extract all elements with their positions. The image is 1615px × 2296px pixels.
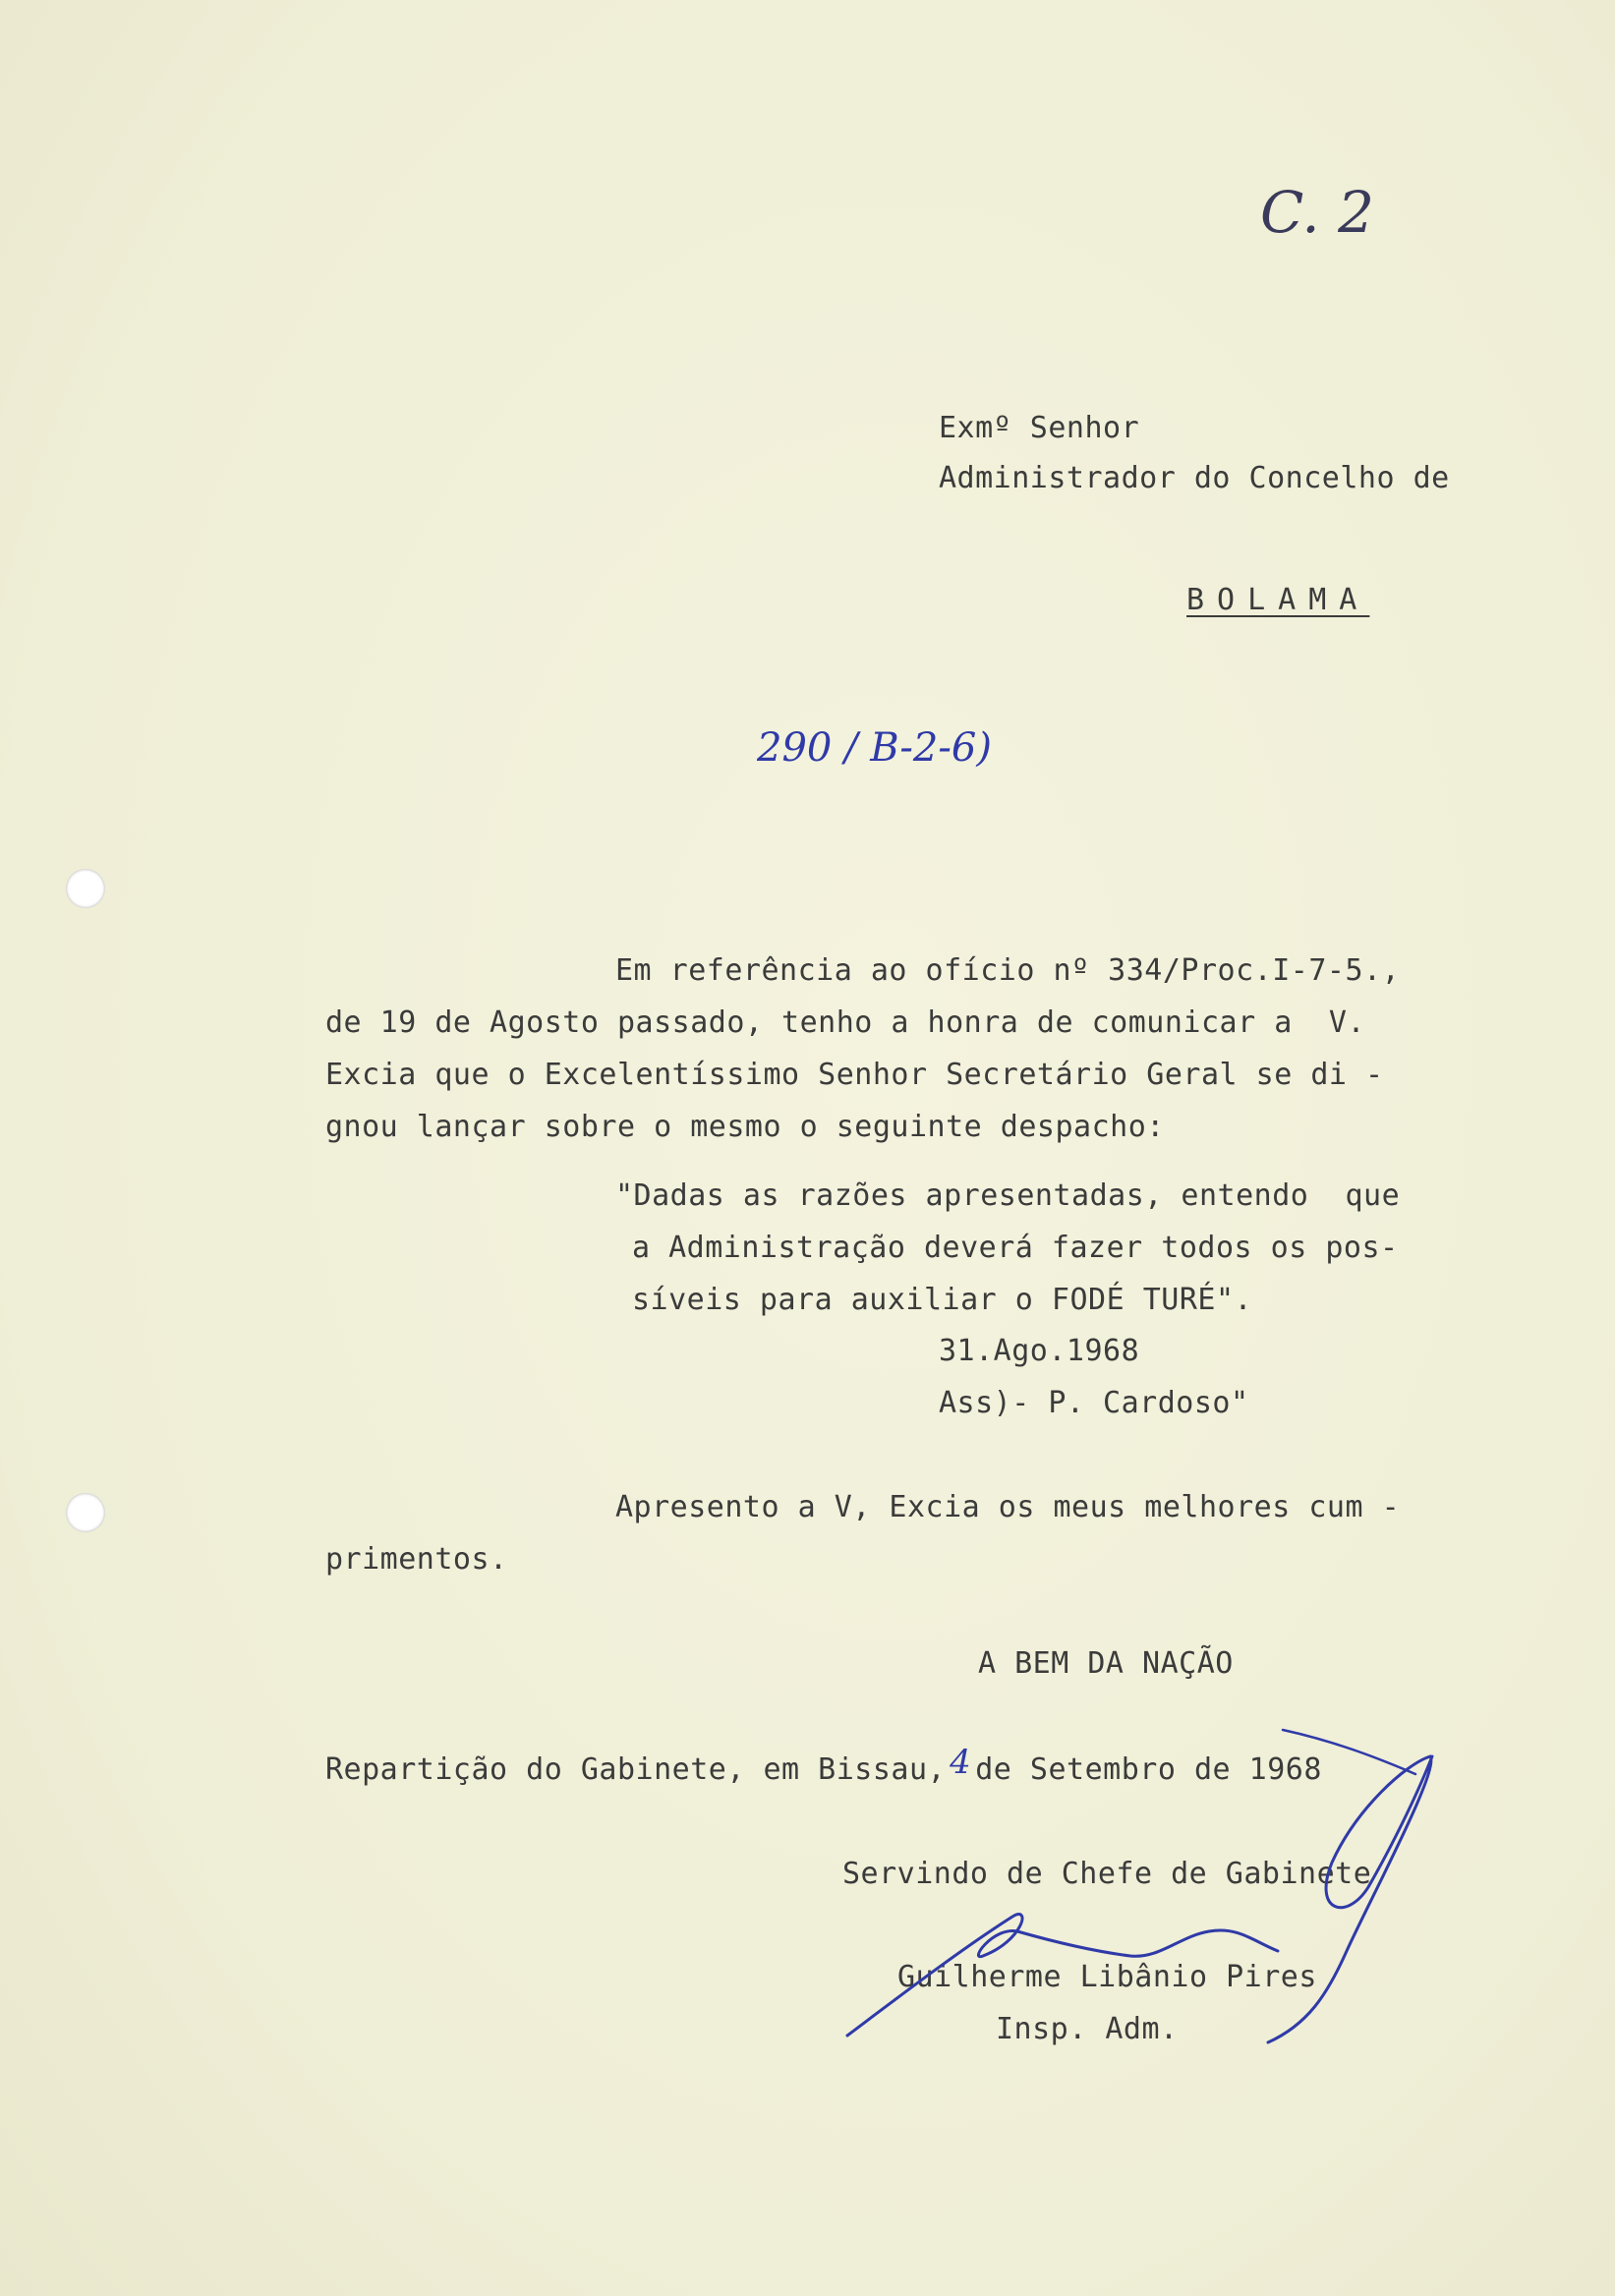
addressee-place: BOLAMA xyxy=(1186,583,1370,617)
closing-line-1: Apresento a V, Excia os meus melhores cum - xyxy=(615,1490,1401,1524)
motto: A BEM DA NAÇÃO xyxy=(978,1646,1234,1681)
folder-mark: C. 2 xyxy=(1260,179,1375,246)
signatory-title: Insp. Adm. xyxy=(996,2012,1179,2046)
salutation: Exmº Senhor xyxy=(939,411,1140,445)
place-date-prefix: Repartição do Gabinete, em Bissau, xyxy=(325,1752,947,1787)
body-line-4: gnou lançar sobre o mesmo o seguinte despacho: xyxy=(325,1110,1165,1144)
quote-date: 31.Ago.1968 xyxy=(939,1334,1140,1368)
body-line-3: Excia que o Excelentíssimo Senhor Secretário Geral se di - xyxy=(325,1058,1384,1092)
addressee-title: Administrador do Concelho de xyxy=(939,461,1450,495)
quote-line-3: síveis para auxiliar o FODÉ TURÉ". xyxy=(632,1283,1253,1317)
body-line-2: de 19 de Agosto passado, tenho a honra de comunicar a V. xyxy=(325,1005,1366,1040)
place-date-suffix: de Setembro de 1968 xyxy=(975,1752,1322,1787)
body-line-1: Em referência ao ofício nº 334/Proc.I-7-5., xyxy=(615,953,1401,988)
closing-line-2: primentos. xyxy=(325,1542,508,1577)
signatory-role: Servindo de Chefe de Gabinete xyxy=(842,1857,1372,1891)
quote-line-1: "Dadas as razões apresentadas, entendo que xyxy=(615,1178,1401,1213)
quote-signature: Ass)- P. Cardoso" xyxy=(939,1386,1249,1420)
handwritten-reference: 290 / B-2-6) xyxy=(757,725,992,771)
signatory-name: Guilherme Libânio Pires xyxy=(897,1960,1317,1994)
quote-line-2: a Administração deverá fazer todos os pos- xyxy=(632,1231,1399,1265)
handwritten-day: 4 xyxy=(950,1743,972,1782)
